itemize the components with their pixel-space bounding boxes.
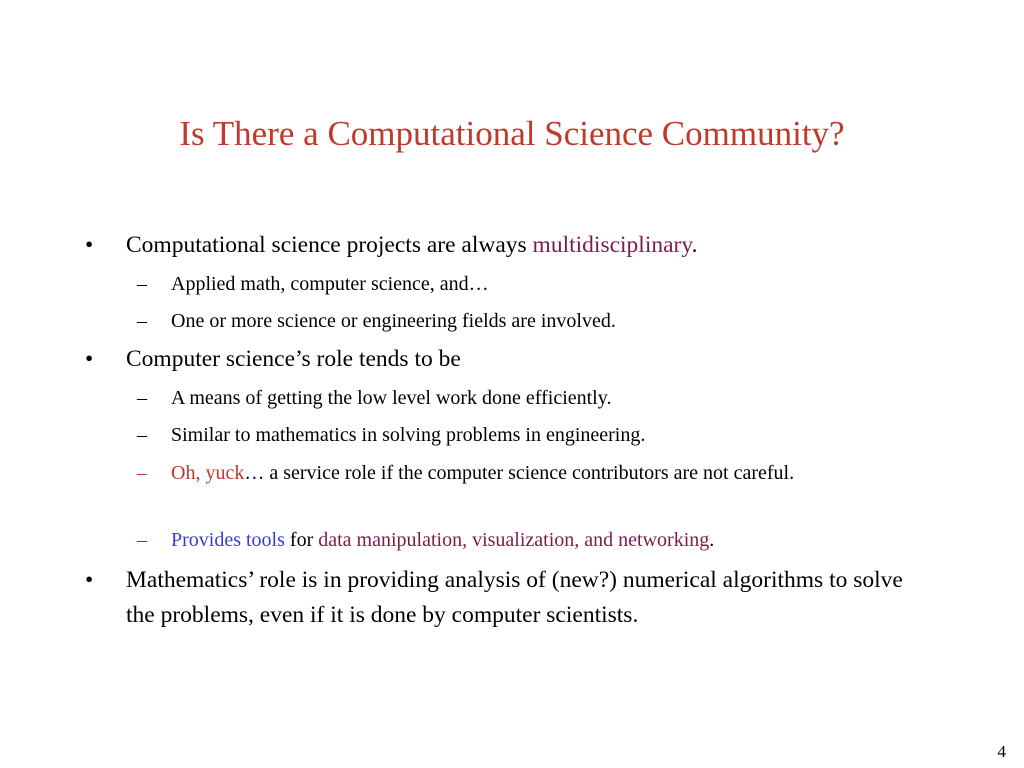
sub-bullet-text: Similar to mathematics in solving problems in engineering. xyxy=(171,424,646,446)
sub-bullet-text xyxy=(171,458,897,489)
sub-bullet-text: Applied math, computer science, and… xyxy=(171,273,489,295)
sub-bullet-text-end: . xyxy=(709,529,715,551)
sub-bullet-text xyxy=(171,525,897,556)
bullet-text: Computer science’s role tends to be xyxy=(126,346,461,372)
sub-bullet-marker: – xyxy=(137,462,147,484)
sub-bullet-marker: – xyxy=(137,529,147,551)
sub-bullet-item xyxy=(137,383,897,414)
bullet-item xyxy=(85,228,905,263)
sub-bullet-text-highlight: Oh, yuck xyxy=(171,462,245,484)
sub-bullet-item xyxy=(137,420,897,451)
bullet-text xyxy=(126,228,905,263)
sub-bullet-marker: – xyxy=(137,387,147,409)
sub-bullet-text-highlight-2: data manipulation, visualization, and networking xyxy=(318,529,710,551)
sub-bullet-item xyxy=(137,306,897,337)
bullet-marker: • xyxy=(85,567,94,593)
sub-bullet-text-mid: for xyxy=(284,529,319,551)
bullet-text-end: . xyxy=(691,232,698,258)
bullet-text-plain: Computational science projects are always xyxy=(126,232,533,258)
sub-bullet-text: One or more science or engineering fields are involved. xyxy=(171,310,616,332)
bullet-item xyxy=(85,563,905,633)
bullet-item xyxy=(85,342,905,377)
sub-bullet-text-highlight: Provides tools xyxy=(171,529,285,551)
slide-title: Is There a Computational Science Community? xyxy=(179,114,845,153)
sub-bullet-item xyxy=(137,525,897,556)
sub-bullet-item xyxy=(137,269,897,300)
sub-bullet-text-plain: … a service role if the computer science contributors are not careful. xyxy=(244,462,795,484)
sub-bullet-text: A means of getting the low level work done efficiently. xyxy=(171,387,612,409)
sub-bullet-marker: – xyxy=(137,273,147,295)
sub-bullet-item xyxy=(137,458,897,489)
page-number: 4 xyxy=(997,742,1006,761)
sub-bullet-marker: – xyxy=(137,424,147,446)
bullet-marker: • xyxy=(85,346,94,372)
bullet-marker: • xyxy=(85,232,94,258)
bullet-text: Mathematics’ role is in providing analysis of (new?) numerical algorithms to solve the problems, even if it is done by computer scientists. xyxy=(126,567,903,628)
sub-bullet-marker: – xyxy=(137,310,147,332)
bullet-text-highlight: multidisciplinary xyxy=(532,232,692,258)
